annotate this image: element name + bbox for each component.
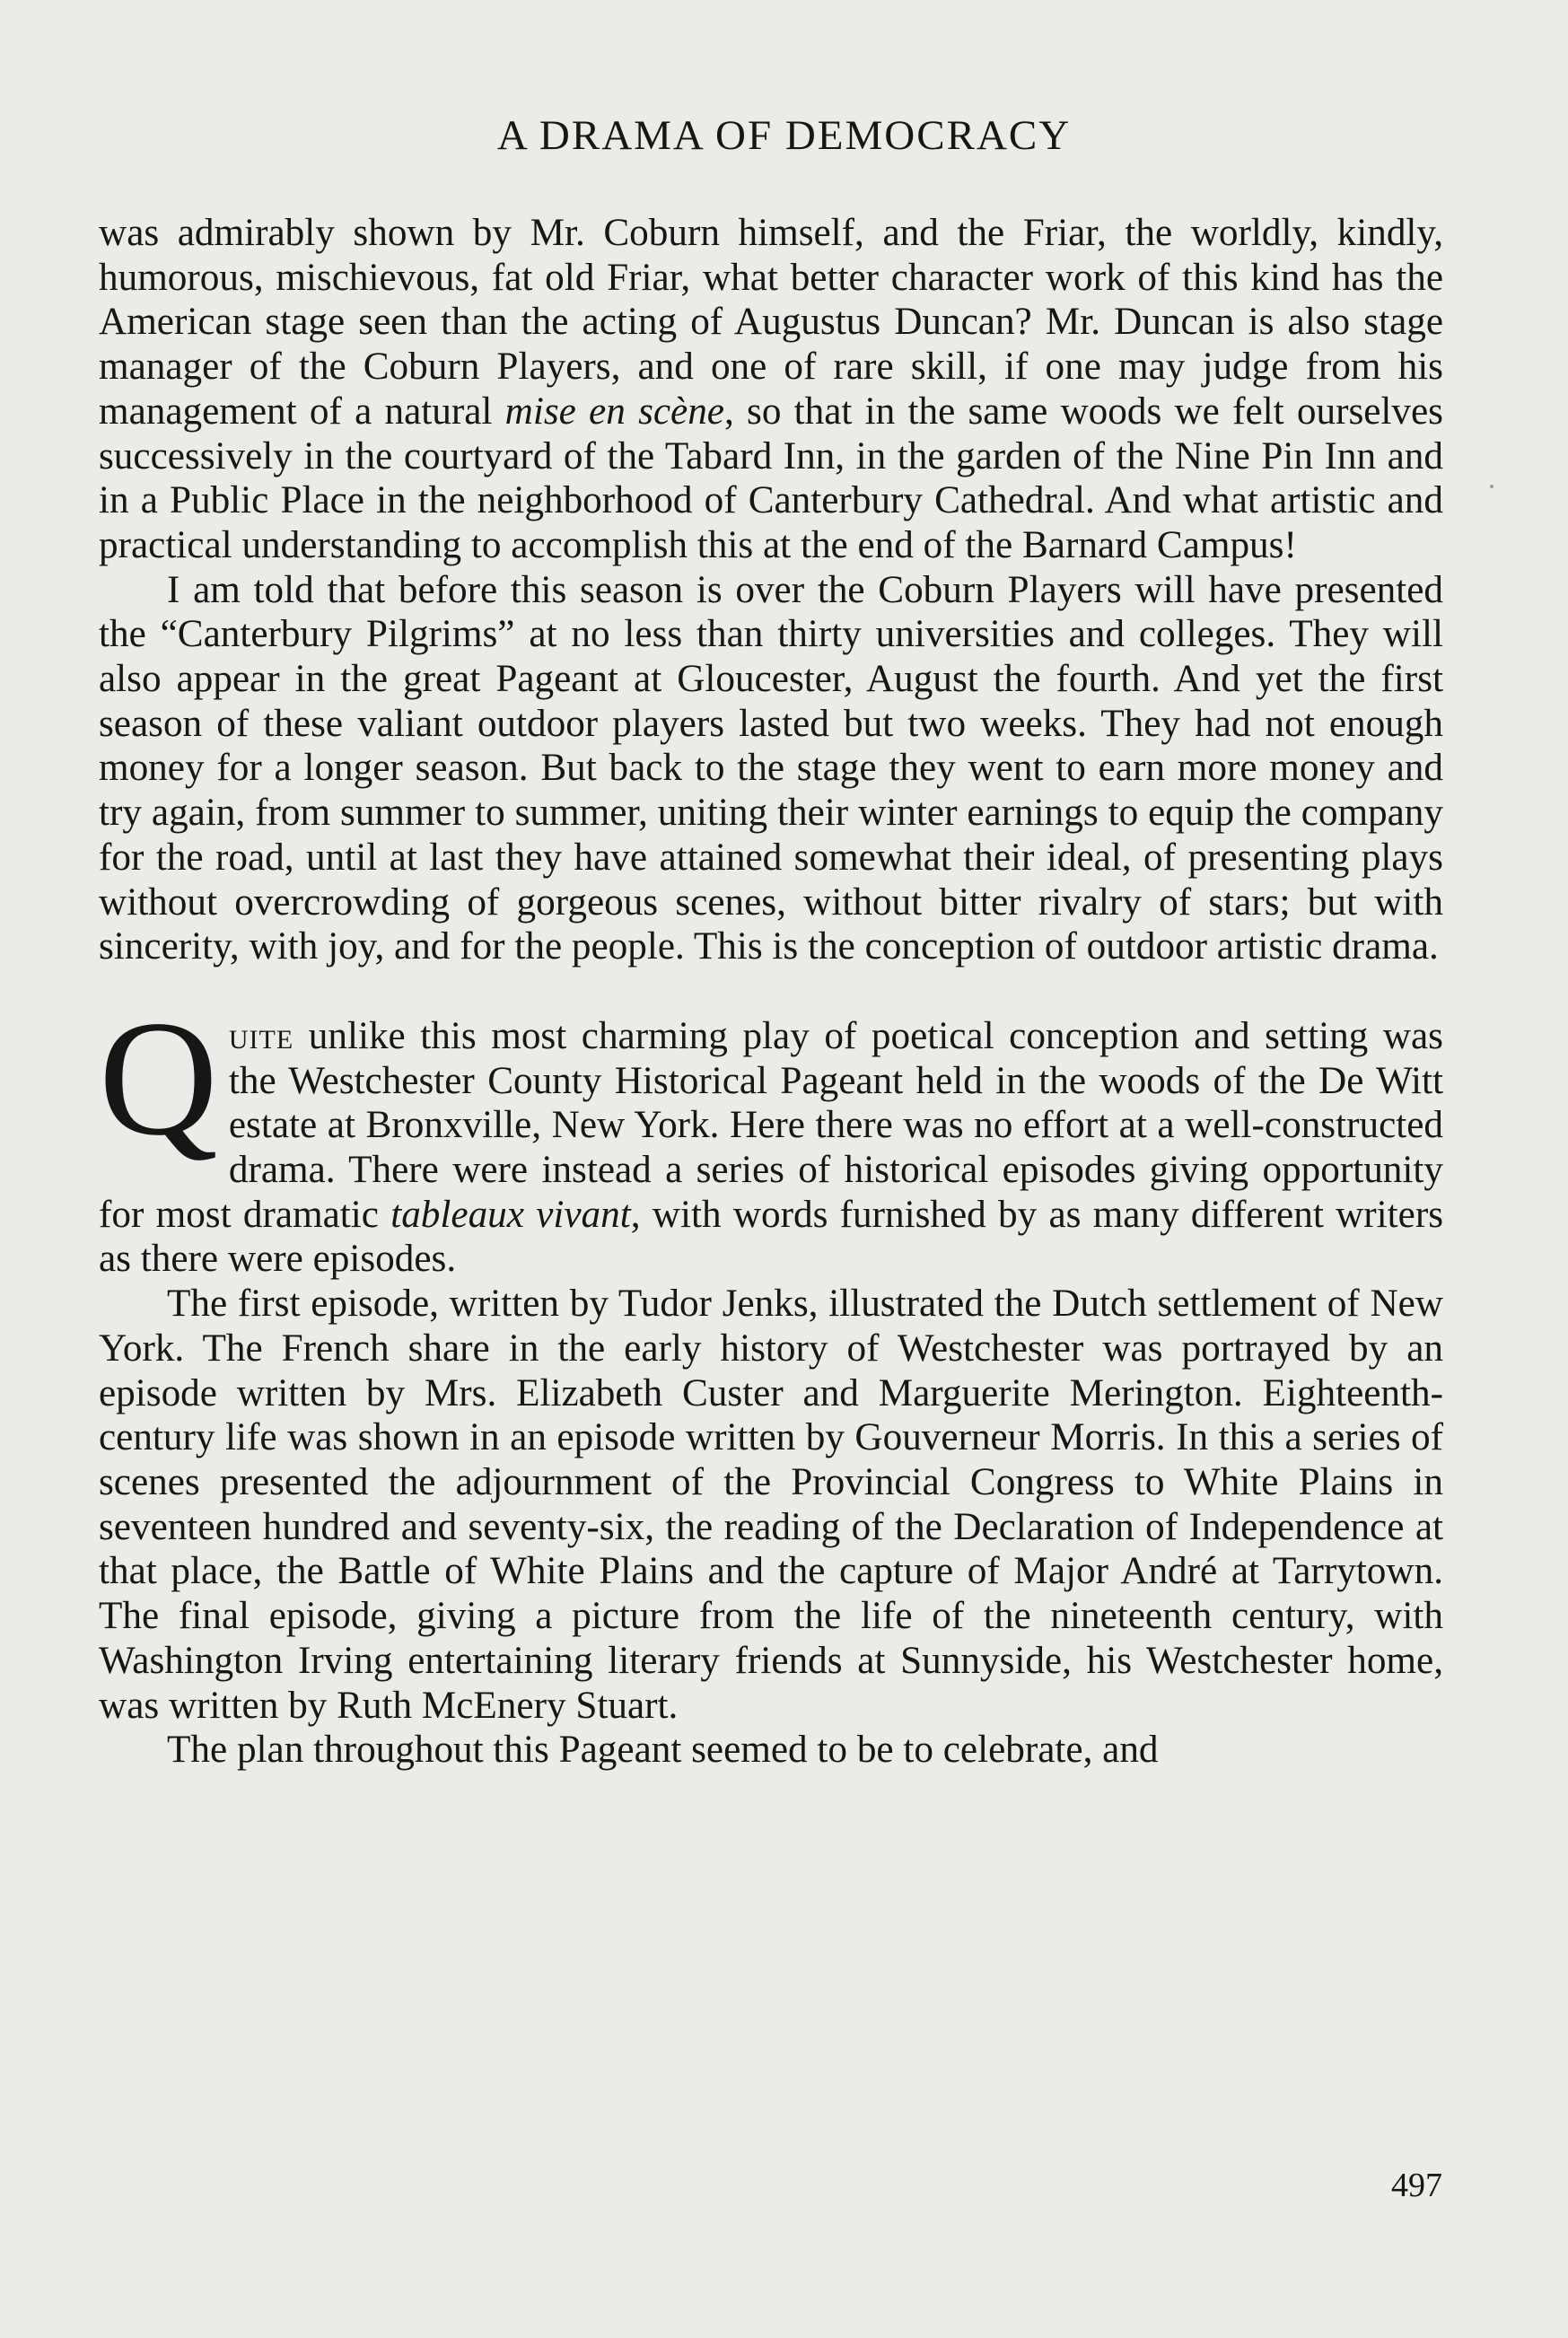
running-head: A DRAMA OF DEMOCRACY: [496, 112, 1072, 159]
paragraph: The first episode, written by Tudor Jenks, illustrated the Dutch settlement of New York. The French share in the early history of Westchester was portrayed by an episode written by Mrs. Elizabeth Custer and Marguerite Merington. Eighteenth-century life was shown in an episode written by Gouverneur Morris. In this a series of scenes presented the adjournment of the Provincial Congress to White Plains in seventeen hundred and seventy-six, the reading of the Declaration of Independence at that place, the Battle of White Plains and the capture of Major André at Tarrytown. The final episode, giving a picture from the life of the nineteenth century, with Washington Irving entertaining literary friends at Sunnyside, his Westchester home, was written by Ruth McEnery Stuart.: [99, 1283, 1443, 1727]
italic-phrase: mise en scène: [504, 390, 724, 433]
paragraph-text: was admirably shown by Mr. Coburn himself, and the Friar, the worldly, kindly, humorous, mischievous, fat old Friar, what better character work of this kind has the American stage seen than the acting of Augustus Duncan? Mr. Duncan is also stage manager of the Coburn Players, and one of rare skill, if one may judge from his management of a natural: [99, 212, 1443, 433]
drop-cap: Q: [99, 985, 218, 1169]
body-text: [99, 211, 1443, 1773]
margin-mark: [1490, 485, 1494, 488]
italic-phrase: tableaux vivant: [390, 1193, 631, 1236]
paragraph: The plan throughout this Pageant seemed to be to celebrate, and: [167, 1729, 1159, 1772]
page-number: 497: [1391, 2167, 1442, 2204]
paragraph-text: , with words furnished by as many different writers as there were episodes.: [99, 1193, 1444, 1281]
paragraph-text: unlike this most charming play of poetical conception and setting was the Westchester County Historical Pageant held in the woods of the De Witt estate at Bronxville, New York. Here there was no effort at a well-constructed drama. There were instead a series of historical episodes giving opportunity for most dramatic: [99, 1014, 1443, 1236]
paragraph-text: , so that in the same woods we felt ourselves successively in the courtyard of the Tabard Inn, in the garden of the Nine Pin Inn and in a Public Place in the neighborhood of Canterbury Cathedral. And what artistic and practical understanding to accomplish this at the end of the Barnard Campus!: [99, 390, 1443, 566]
paragraph: I am told that before this season is over the Coburn Players will have presented the “Canterbury Pilgrims” at no less than thirty universities and colleges. They will also appear in the great Pageant at Gloucester, August the fourth. And yet the first season of these valiant outdoor players lasted but two weeks. They had not enough money for a longer season. But back to the stage they went to earn more money and try again, from summer to summer, uniting their winter earnings to equip the company for the road, until at last they have attained somewhat their ideal, of presenting plays without overcrowding of gorgeous scenes, without bitter rivalry of stars; but with sincerity, with joy, and for the people. This is the conception of outdoor artistic drama.: [99, 568, 1443, 968]
small-caps-lead: uite: [228, 1014, 294, 1057]
paragraph-continued: [99, 211, 1443, 568]
paragraph-section-opening: [99, 985, 1444, 1282]
